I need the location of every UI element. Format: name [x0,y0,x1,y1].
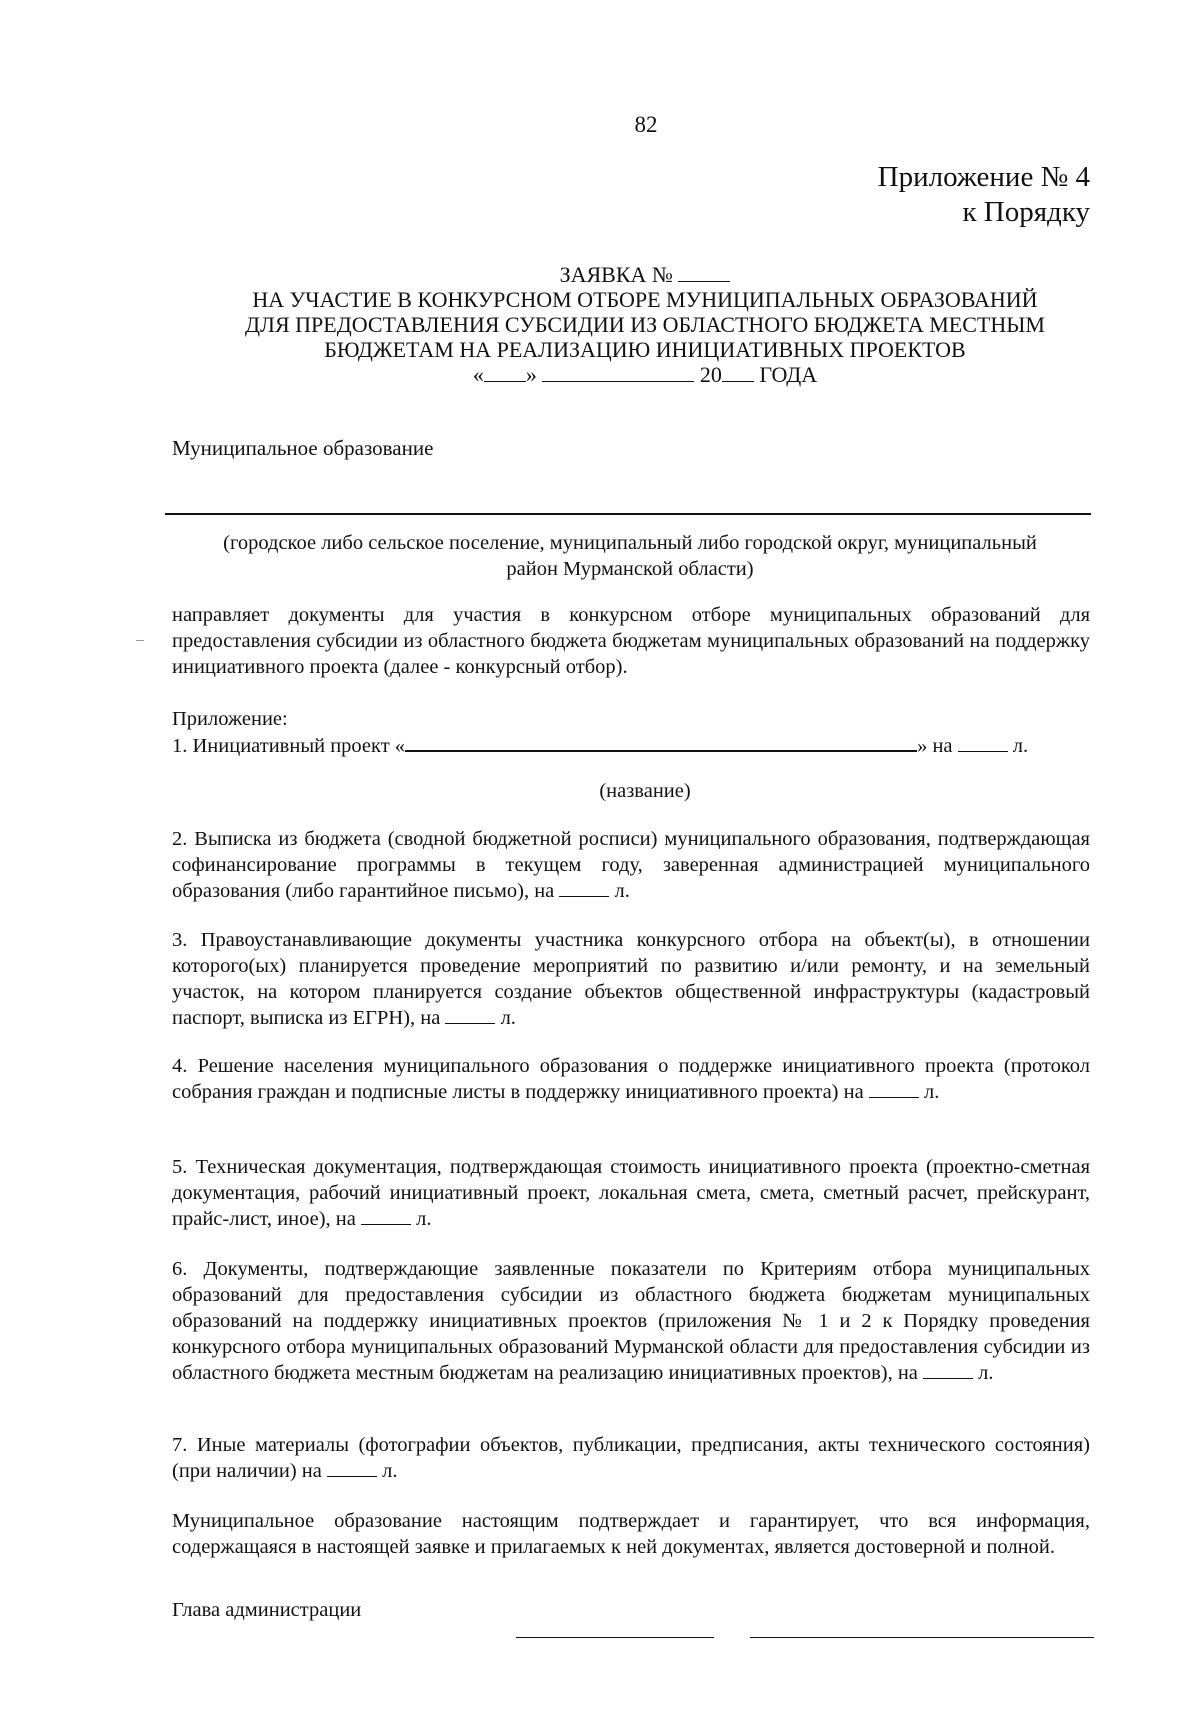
title-date-line: « » 20 ГОДА [472,362,818,387]
attachments-heading: Приложение: [172,708,288,730]
title-line-4: БЮДЖЕТАМ НА РЕАЛИЗАЦИЮ ИНИЦИАТИВНЫХ ПРОЕКТОВ [324,337,966,362]
attachment-item-6: 6. Документы, подтверждающие заявленные показатели по Критериям отбора муниципальных образований для предоставления субсидии из областного бюджета бюджетам муниципальных образований на поддержку инициативных проектов (приложения № 1 и 2 к Порядку проведения конкурсного отбора муниципальных образований Мурманской области для предоставления субсидии из областного бюджета местным бюджетам на реализацию инициативных проектов), на л. [172,1258,1090,1384]
date-day-field[interactable] [484,363,526,382]
application-title [170,262,1120,387]
attachment-item-1: 1. Инициативный проект « » на л. [172,732,1090,759]
attachment-item-7: 7. Иные материалы (фотографии объектов, публикации, предписания, акты технического состояния) (при наличии) на л. [172,1434,1090,1482]
date-year-field[interactable] [722,363,754,382]
project-name-caption: (название) [599,780,691,802]
item-3-sheets-field[interactable] [445,1005,495,1024]
intro-paragraph: направляет документы для участия в конкурсном отборе муниципальных образований для предоставления субсидии из областного бюджета бюджетам муниципальных образований на поддержку инициативного проекта (далее - конкурсный отбор). [172,604,1090,678]
appendix-number: Приложение № 4 [877,161,1090,193]
item-4-sheets-field[interactable] [869,1079,919,1098]
item-7-sheets-field[interactable] [327,1458,377,1477]
attachment-item-2: 2. Выписка из бюджета (сводной бюджетной росписи) муниципального образования, подтверждающая софинансирование программы в текущем году, заверенная администрацией муниципального образования (либо гарантийное письмо), на л. [172,828,1090,902]
title-line-3: ДЛЯ ПРЕДОСТАВЛЕНИЯ СУБСИДИИ ИЗ ОБЛАСТНОГО БЮДЖЕТА МЕСТНЫМ [245,312,1045,337]
signature-field[interactable] [516,1637,714,1638]
date-month-field[interactable] [542,363,694,382]
attachment-item-4: 4. Решение населения муниципального образования о поддержке инициативного проекта (протокол собрания граждан и подписные листы в поддержку инициативного проекта) на л. [172,1055,1090,1103]
municipality-label: Муниципальное образование [172,436,434,460]
signature-label: Глава администрации [172,1599,362,1621]
item-5-sheets-field[interactable] [361,1206,411,1225]
guarantee-paragraph: Муниципальное образование настоящим подтверждает и гарантирует, что вся информация, содержащаяся в настоящей заявке и прилагаемых к ней документах, является достоверной и полной. [172,1510,1090,1558]
attachment-item-5: 5. Техническая документация, подтверждающая стоимость инициативного проекта (проектно-сметная документация, рабочий инициативный проект, локальная смета, смета, сметный расчет, прейскурант, прайс-лист, иное), на л. [172,1156,1090,1230]
attachment-item-3: 3. Правоустанавливающие документы участника конкурсного отбора на объект(ы), в отношении которого(ых) планируется проведение мероприятий по развитию и/или ремонту, и на земельный участок, на котором планируется создание объектов общественной инфраструктуры (кадастровый паспорт, выписка из ЕГРН), на л. [172,929,1090,1029]
page-number: 82 [634,112,658,137]
appendix-reference: к Порядку [962,196,1090,228]
item-2-sheets-field[interactable] [559,878,609,897]
appendix-header [878,160,1090,230]
scan-artifact [136,640,144,641]
title-line-2: НА УЧАСТИЕ В КОНКУРСНОМ ОТБОРЕ МУНИЦИПАЛЬНЫХ ОБРАЗОВАНИЙ [252,287,1038,312]
municipality-name-field[interactable] [165,513,1091,515]
project-name-field[interactable] [405,732,917,752]
application-number-field[interactable] [678,263,730,282]
title-line-1: ЗАЯВКА № [170,262,1120,287]
signature-name-field[interactable] [750,1637,1094,1638]
item-1-sheets-field[interactable] [958,733,1008,752]
municipality-caption: (городское либо сельское поселение, муниципальный либо городской округ, муниципальный район Мурманской области) [223,532,1037,580]
item-6-sheets-field[interactable] [923,1360,973,1379]
